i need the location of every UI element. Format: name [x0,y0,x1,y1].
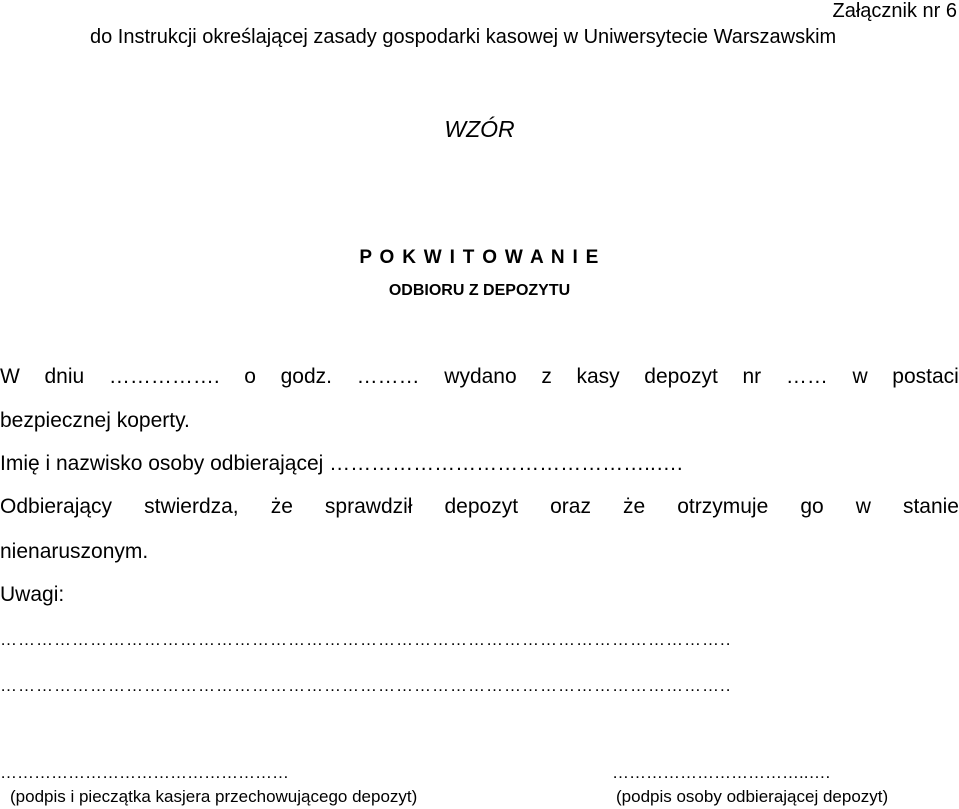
word: z [541,365,552,388]
word: postaci [892,365,959,388]
word: w [852,365,868,388]
remarks-blank-line: ………………………………………………………………………………………………………….. [0,676,732,695]
word: kasy [576,365,620,388]
time-blank: ……… [356,365,420,388]
remarks-blank-line: ………………………………………………………………………………………………………….. [0,630,732,649]
recipient-signature-blank: ……………………………..…. [612,763,831,782]
cashier-signature-label: (podpis i pieczątka kasjera przechowującego depozyt) [10,787,418,806]
word: stanie [902,495,959,518]
recipient-name-line: Imię i nazwisko osoby odbierającej ………………………………………..…. [0,452,683,475]
word: dniu [44,365,85,388]
word: depozyt [444,495,519,518]
envelope-line: bezpiecznej koperty. [0,409,190,432]
word: że [623,495,646,518]
word: W [0,365,20,388]
word: go [800,495,824,518]
deposit-number-blank: …… [785,365,828,388]
document-title: P O K W I T O W A N I E [359,247,600,268]
instruction-reference: do Instrukcji określającej zasady gospodarki kasowej w Uniwersytecie Warszawskim [90,26,837,48]
word: depozyt [644,365,718,388]
word: wydano [444,365,517,388]
word: godz. [280,365,332,388]
remarks-label: Uwagi: [0,583,65,606]
word: w [855,495,871,518]
word: o [244,365,256,388]
word: Odbierający [0,495,113,518]
statement-line [0,495,959,519]
issue-date-line [0,365,959,389]
word: otrzymuje [677,495,769,518]
date-blank: ……………. [108,365,220,388]
annex-number: Załącznik nr 6 [832,0,957,22]
recipient-signature-label: (podpis osoby odbierającej depozyt) [616,787,889,806]
word: nr [742,365,762,388]
word: sprawdził [324,495,413,518]
word: stwierdza, [144,495,239,518]
template-label: WZÓR [444,116,515,142]
statement-line-end: nienaruszonym. [0,540,149,563]
cashier-signature-blank: …………………………………………… [0,763,289,782]
word: że [270,495,293,518]
word: oraz [550,495,591,518]
document-subtitle: ODBIORU Z DEPOZYTU [388,282,571,299]
